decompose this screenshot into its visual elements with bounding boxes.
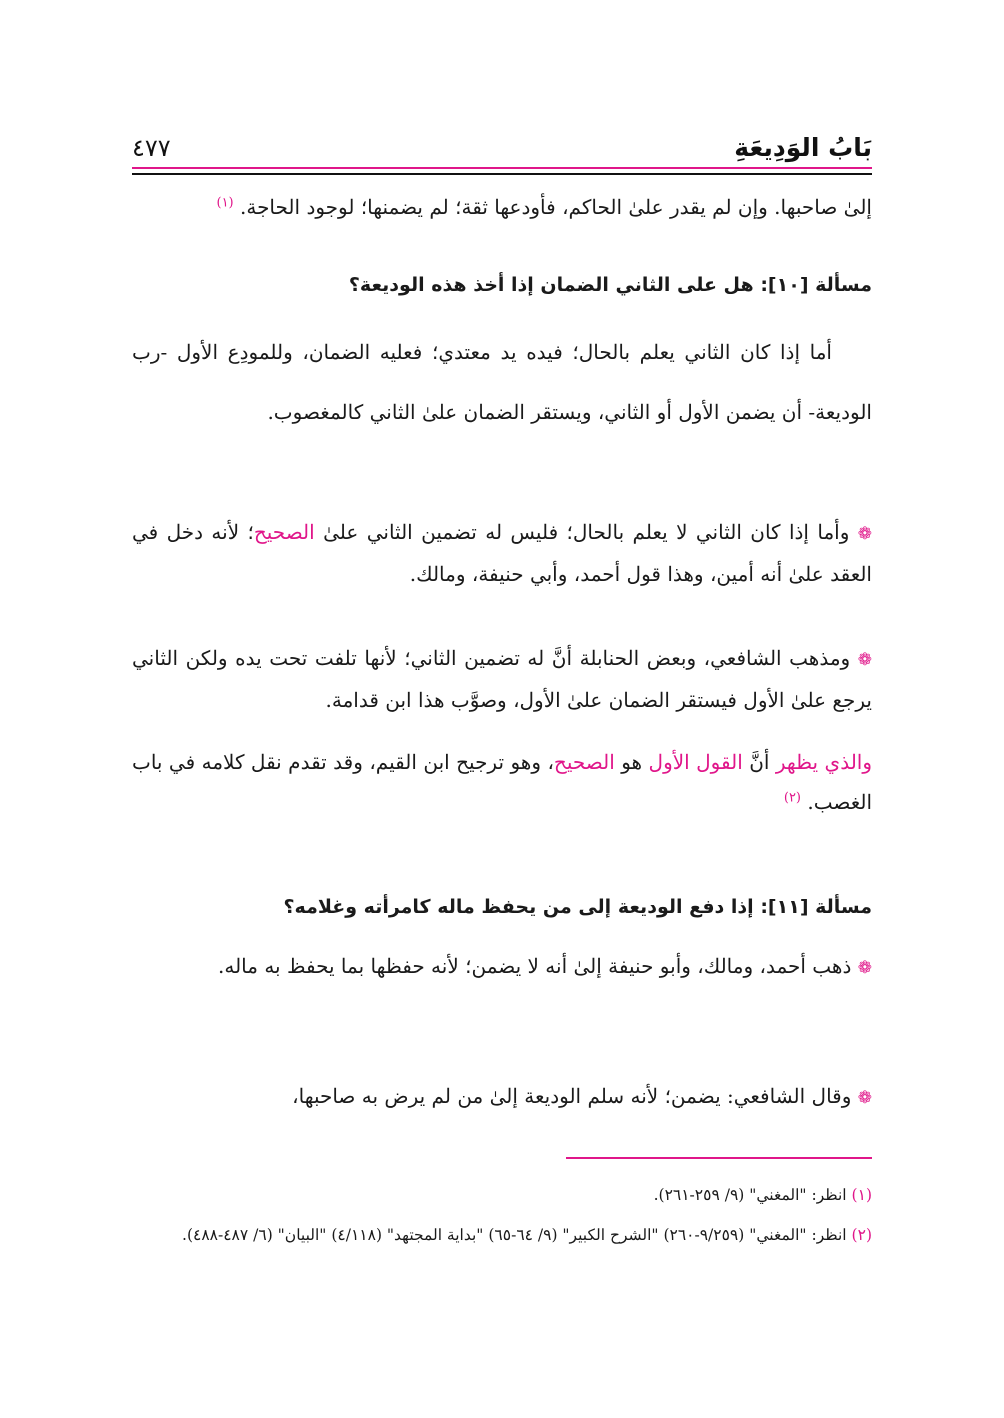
paragraph-6	[132, 1076, 872, 1118]
footnote-ref-2[interactable]: (٢)	[783, 790, 801, 806]
question-10-label: مسألة [١٠]:	[760, 274, 872, 296]
footnote-1	[132, 1180, 872, 1210]
paragraph-3-text: ومذهب الشافعي، وبعض الحنابلة أنَّ له تضمين الثاني؛ لأنها تلفت تحت يده ولكن الثاني يرجع علىٰ الأول فيستقر الضمان علىٰ الأول، وصوَّب هذا ابن قدامة.	[132, 646, 872, 712]
paragraph-4-highlight-3: الصحيح	[553, 750, 615, 774]
flower-bullet-icon: ❁	[857, 524, 873, 544]
continuation-line	[132, 187, 872, 227]
page-number: ٤٧٧	[132, 134, 171, 162]
paragraph-4-text-1: أنَّ	[749, 750, 770, 774]
paragraph-4-highlight-1: والذي يظهر	[775, 750, 872, 774]
flower-bullet-icon: ❁	[857, 1088, 872, 1108]
paragraph-4	[132, 742, 872, 822]
paragraph-2-text-b: ؛ لأنه دخل في العقد علىٰ أنه أمين، وهذا قول أحمد، وأبي حنيفة، ومالك.	[132, 520, 872, 586]
continuation-text: إلىٰ صاحبها. وإن لم يقدر علىٰ الحاكم، فأودعها ثقة؛ لم يضمنها؛ لوجود الحاجة.	[239, 195, 872, 219]
paragraph-4-text-3: ، وهو ترجيح ابن القيم، وقد تقدم نقل كلامه في باب الغصب.	[132, 750, 872, 814]
footnote-1-text: انظر: "المغني" (٩/ ٢٥٩-٢٦١).	[653, 1186, 847, 1204]
paragraph-2-highlight: الصحيح	[253, 520, 315, 544]
running-head	[132, 122, 872, 162]
footnote-2-text: انظر: "المغني" (٩/٢٥٩-٢٦٠) "الشرح الكبير" (٩/ ٦٤-٦٥) "بداية المجتهد" (٤/١١٨) "البيان" (٦/ ٤٨٧-٤٨٨).	[182, 1226, 847, 1244]
flower-bullet-icon: ❁	[857, 958, 872, 978]
paragraph-4-text-2: هو	[621, 750, 643, 774]
question-11-text: إذا دفع الوديعة إلى من يحفظ ماله كامرأته وغلامه؟	[283, 896, 754, 918]
footnotes	[132, 1180, 872, 1260]
question-11-label: مسألة [١١]:	[760, 896, 872, 918]
footnote-2-number: (٢)	[851, 1226, 872, 1244]
paragraph-6-text: وقال الشافعي: يضمن؛ لأنه سلم الوديعة إلىٰ من لم يرض به صاحبها،	[292, 1084, 852, 1108]
header-rule-black	[132, 173, 872, 175]
footnote-rule	[566, 1157, 872, 1159]
question-11	[132, 887, 872, 927]
paragraph-5-text: ذهب أحمد، ومالك، وأبو حنيفة إلىٰ أنه لا يضمن؛ لأنه حفظها بما يحفظ به ماله.	[218, 954, 852, 978]
footnote-2	[132, 1220, 872, 1250]
paragraph-2	[132, 512, 872, 594]
paragraph-4-highlight-2: القول الأول	[648, 750, 743, 774]
paragraph-3	[132, 638, 872, 720]
question-10	[132, 265, 872, 305]
question-10-text: هل على الثاني الضمان إذا أخذ هذه الوديعة؟	[348, 274, 754, 296]
footnote-ref-1[interactable]: (١)	[216, 195, 234, 211]
footnote-1-number: (١)	[851, 1186, 872, 1204]
paragraph-1: أما إذا كان الثاني يعلم بالحال؛ فيده يد معتدي؛ فعليه الضمان، وللمودِع الأول -رب الوديعة- أن يضمن الأول أو الثاني، ويستقر الضمان علىٰ الثاني كالمغصوب.	[132, 340, 872, 424]
header-rule-pink	[132, 167, 872, 169]
flower-bullet-icon: ❁	[857, 650, 873, 670]
paragraph-2-text-a: وأما إذا كان الثاني لا يعلم بالحال؛ فليس له تضمين الثاني علىٰ	[323, 520, 850, 544]
paragraph-5	[132, 946, 872, 988]
chapter-title: بَابُ الوَدِيعَةِ	[734, 133, 872, 162]
